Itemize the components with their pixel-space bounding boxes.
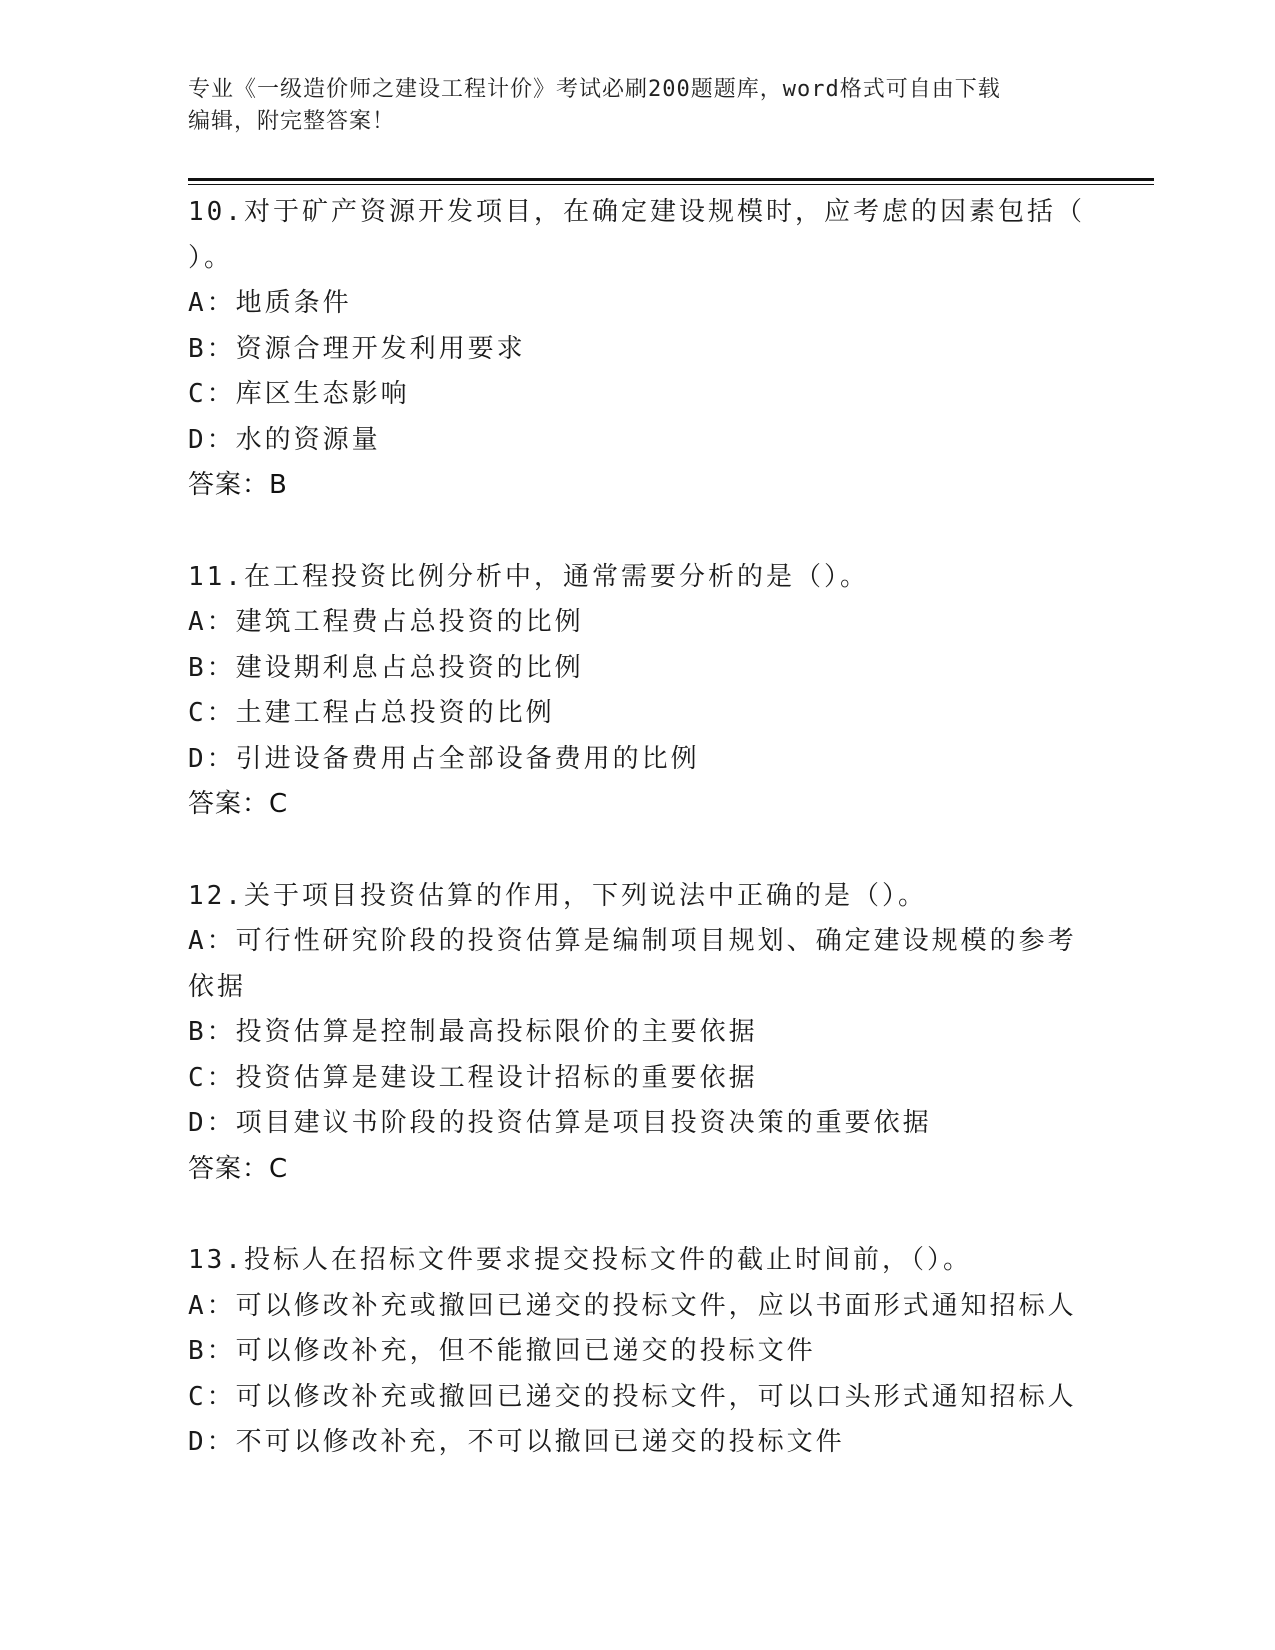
option-c: C：可以修改补充或撤回已递交的投标文件，可以口头形式通知招标人 (188, 1381, 1077, 1412)
option-c: C：投资估算是建设工程设计招标的重要依据 (188, 1062, 758, 1093)
option-b: B：可以修改补充，但不能撤回已递交的投标文件 (188, 1336, 816, 1366)
question-list (188, 190, 1088, 1512)
option-d: D：引进设备费用占全部设备费用的比例 (188, 743, 700, 774)
question-stem: 13.投标人在招标文件要求提交投标文件的截止时间前，（）。 (188, 1245, 972, 1275)
header-divider-thick (188, 178, 1154, 181)
option-b: B：资源合理开发利用要求 (188, 333, 526, 364)
question-stem: 10.对于矿产资源开发项目，在确定建设规模时，应考虑的因素包括（ (188, 197, 1085, 227)
question-stem: 12.关于项目投资估算的作用，下列说法中正确的是（）。 (188, 880, 927, 911)
document-header (188, 74, 1088, 138)
question-13 (188, 1238, 1088, 1466)
option-a: A：可以修改补充或撤回已递交的投标文件，应以书面形式通知招标人 (188, 1290, 1077, 1321)
option-c: C：土建工程占总投资的比例 (188, 698, 555, 728)
option-d: D：不可以修改补充，不可以撤回已递交的投标文件 (188, 1427, 845, 1457)
question-12 (188, 874, 1088, 1193)
header-line-2: 编辑，附完整答案！ (188, 109, 396, 134)
answer: 答案：C (188, 789, 289, 819)
option-a: A：可行性研究阶段的投资估算是编制项目规划、确定建设规模的参考 (188, 926, 1077, 956)
option-a: A：建筑工程费占总投资的比例 (188, 607, 584, 637)
option-d: D：水的资源量 (188, 424, 381, 455)
option-b: B：投资估算是控制最高投标限价的主要依据 (188, 1017, 758, 1047)
question-stem: 11.在工程投资比例分析中，通常需要分析的是（）。 (188, 561, 869, 592)
question-stem-continued: ）。 (188, 242, 234, 273)
question-11 (188, 555, 1088, 828)
option-a: A：地质条件 (188, 288, 352, 318)
option-d: D：项目建议书阶段的投资估算是项目投资决策的重要依据 (188, 1108, 932, 1138)
header-divider-thin (188, 184, 1154, 185)
answer: 答案：C (188, 1153, 289, 1184)
header-line-1: 专业《一级造价师之建设工程计价》考试必刷200题题库，word格式可自由下载 (188, 77, 1001, 102)
question-10 (188, 190, 1088, 509)
option-a-continued: 依据 (188, 971, 247, 1002)
option-c: C：库区生态影响 (188, 379, 410, 409)
option-b: B：建设期利息占总投资的比例 (188, 652, 584, 683)
answer: 答案：B (188, 470, 288, 500)
